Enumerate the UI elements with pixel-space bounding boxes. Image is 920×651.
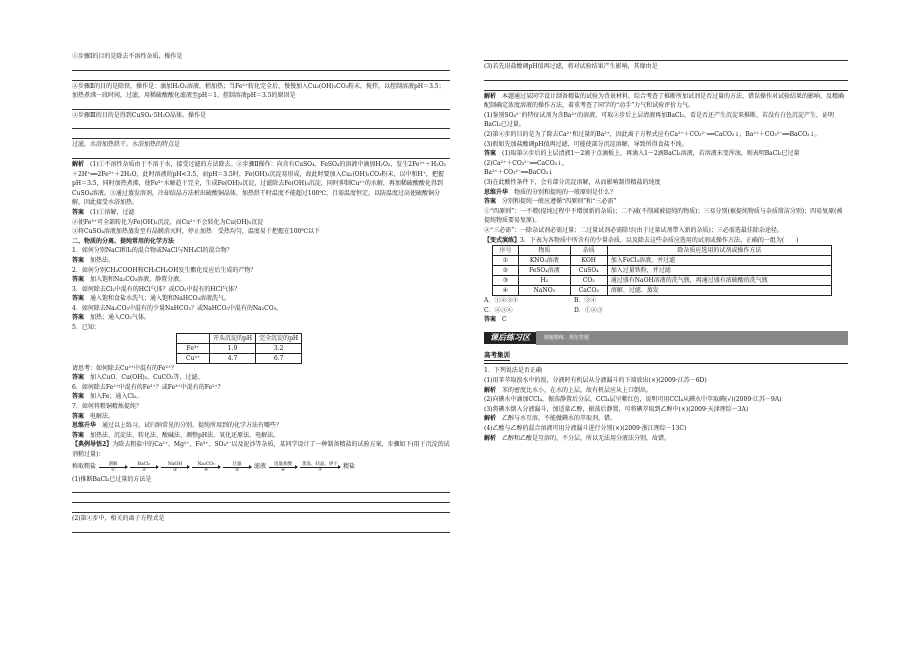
flow-arrow: 适量盐酸 ⑥ — [269, 462, 297, 473]
procedure-flow — [72, 462, 450, 473]
answer-line — [72, 130, 450, 139]
table-cell: Fe³⁺ — [177, 343, 210, 353]
step3-question-cont: 过滤，水浴加热烘干。水浴加热的特点是 — [72, 141, 181, 149]
flow-arrow: 蒸发、结晶、烘干 ⑦ — [302, 461, 339, 473]
table-cell: 1.9 — [210, 343, 256, 353]
answer-4: 答案 加热；通入CO₂气体。 — [72, 314, 150, 322]
analysis-point-1: (1)鉴别SO₄²⁻的特征试剂为含Ba²⁺的溶液，可取②步后上层清液再加BaCl₂，看是否还产生沉淀来推断，若没有白色沉淀产生，证明BaCl₂已过量。 — [484, 111, 834, 129]
table-cell: Cu²⁺ — [177, 353, 210, 363]
answer-line — [72, 72, 450, 81]
step3-question: ③步骤Ⅲ的目的是得到CuSO₄·5H₂O晶体。操作是 — [72, 111, 206, 119]
answer-3: 答案 通入饱和食盐水洗气；通入饱和NaHCO₃溶液洗气。 — [72, 295, 231, 303]
answer-7: 答案 电解法。 — [72, 412, 115, 420]
thinking-prompt: 思维升华 物质的分别和提纯的一般原则是什么？ — [484, 188, 617, 196]
question-1: 1．如何分别NaCl和I₂的混合物或NaCl与NH₄Cl的混合物？ — [72, 247, 233, 255]
flow-arrow: BaCl₂ ② — [130, 462, 158, 473]
table-row: ① KNO₃溶液 KOH 加入FeCl₃溶液，并过滤 — [493, 256, 832, 266]
answer-line — [72, 484, 450, 493]
options-row-1: A．①②③④ B．③④ — [484, 297, 597, 305]
table-header: 物质 — [519, 246, 571, 256]
principle-2: ②“三必需”：一除杂试剂必需过量；二过量试剂必需除尽(由于过量试剂带入新的杂质)；三必需选最佳除杂途径。 — [484, 226, 783, 234]
options-row-2: C．②③④ D．①②③ — [484, 306, 603, 314]
thinking-prompt: 思维升华 通过以上练习，试归纳常见的分别、提纯所用到的化学方法有哪些？ — [72, 422, 283, 430]
table-row: ④ NaNO₃ CaCO₃ 溶解、过滤、蒸发 — [493, 286, 832, 296]
question-4: 4．如何除去Na₂CO₃中混有的少量NaHCO₃？或NaHCO₃中混有的Na₂CO₃。 — [72, 304, 283, 312]
table-header: 序号 — [493, 246, 519, 256]
section-heading: 二、物质的分离、提纯常用的化学方法 — [72, 237, 175, 245]
question-3: 3．如何除去Cl₂中混有的HCl气体？或CO₂中混有的HCl气体？ — [72, 285, 241, 293]
flow-arrow: 过滤 ⑤ — [223, 462, 251, 473]
exam-item-4-analysis: 解析 乙醇和乙酸是互溶的，不分层，所以无法用分液法分别，故错。 — [484, 434, 671, 442]
flow-arrow: NaOH ③ — [161, 462, 189, 473]
table-row: ③ H₂ CO₂ 通过盛有NaOH溶液的洗气瓶，再通过盛有浓硫酸的洗气瓶 — [493, 276, 832, 286]
answer-line — [484, 52, 848, 61]
question-2: 2．如何分别CH₃COOH和CH₃CH₂OH发生酯化反应后生成的产物？ — [72, 266, 257, 274]
example-label: 【典例导悟2】 — [72, 441, 113, 449]
principle-1: ①“四原则”：一不增(提纯过程中不增加新的杂质)；二不减(不削减被提纯的物质)；三易分别(被提纯物质与杂质简洁分别)；四易复原(被提纯物质要易复原)。 — [484, 207, 843, 225]
table-header: 完全沉淀的pH — [256, 333, 302, 343]
exam-question-1: 1．下列说法是否正确 — [484, 367, 542, 375]
analysis-label: 解析 — [72, 160, 85, 168]
exam-item-2: (2)向碘水中滴加CCl₄，振荡静置后分层，CCl₄层呈紫红色，说明可用CCl₄从碘水中萃取碘(√)(2009·江苏－9A) — [484, 396, 782, 404]
question-5-prompt: 请思考：如何除去Cu²⁺中混有的Fe³⁺？ — [72, 364, 177, 372]
answer-line-4: (3)在此酸性条件下，会有部分沉淀溶解，从而影响制得精盐的纯度 — [484, 178, 661, 186]
choice-answer: 答案 C — [484, 316, 507, 324]
answer-line — [72, 504, 450, 513]
answer-line — [72, 150, 450, 159]
exam-item-4: (4)乙酸与乙醇的混合溶液可用分液漏斗进行分别(×)(2009·浙江理综－13C) — [484, 425, 687, 433]
answer-line — [72, 524, 450, 533]
answer-line-2: (2)Ca²⁺＋CO₃²⁻══CaCO₃↓， — [484, 159, 569, 167]
answer-2: 答案 加入饱和Na₂CO₃溶液，静置分液。 — [72, 276, 186, 284]
exam-item-3-analysis: 解析 乙醇与水互溶，不能做碘水的萃取剂，错。 — [484, 415, 617, 423]
table-cell: 4.7 — [210, 353, 256, 363]
analysis-paragraph: 解析 本题通过某同学设计制备精盐的试验为背景材料，综合考查了推断所加试剂是否过量的方法、错误操作对试验结果的影响、及精确配制确定浓度溶液的操作方法，着重考查了同学的“动手”力气和试验评价力气。 — [484, 92, 845, 110]
gaokao-heading-wrap — [484, 347, 848, 365]
question-5: 5．已知： — [72, 324, 100, 332]
table-row — [177, 353, 302, 363]
answer-line — [72, 101, 450, 110]
ph-table — [176, 333, 302, 364]
exam-item-3: (3)将碘水倒入分液漏斗，加适量乙醇，振荡后静置，可将碘萃取到乙醇中(×)(2009·天津理综－3A) — [484, 405, 749, 413]
followup-question-2: (2)第④步中，相关的离子方程式是 — [72, 515, 165, 523]
answer-text: (1)①溶解，过滤 — [90, 208, 135, 216]
answer-5: 答案 加入CuO、Cu(OH)₂、CuCO₃等，过滤。 — [72, 374, 204, 382]
analysis-point-2: (2)第④步的目的是为了除去Ca²⁺和过量的Ba²⁺，因此离子方程式应有Ca²⁺＋CO₃²⁻══CaCO₃↓，Ba²⁺＋CO₃²⁻══BaCO₃↓。 — [484, 130, 821, 138]
followup-question-1: (1)推断BaCl₂已过量的方法是 — [72, 475, 152, 483]
thinking-label: 思维升华 — [72, 422, 97, 430]
flow-end: 精盐 — [343, 463, 356, 471]
answer-line — [484, 72, 848, 81]
banner-title: 课后练习区 — [484, 332, 536, 344]
table-header: 除杂质应选用的试剂或操作方法 — [607, 246, 831, 256]
example-problem: 【典例导悟2】为除去粗盐中的Ca²⁺、Mg²⁺、Fe³⁺、SO₄²⁻以及泥沙等杂质，某同学设计了一种制备精盐的试验方案，步骤如下(用于沉淀的试剂稍过量)： — [72, 441, 450, 458]
answer-line — [484, 82, 848, 91]
answer-line-2: ②使Fe³⁺可全部转化为Fe(OH)₃沉淀，而Cu²⁺不会转化为Cu(OH)₂沉淀 — [72, 218, 264, 226]
answer-6: 答案 加入Fe；通入Cl₂。 — [72, 393, 143, 401]
table-row: ② FeSO₄溶液 CuSO₄ 加入过量铁粉，并过滤 — [493, 266, 832, 276]
step1-question: ①步骤Ⅰ的目的是除去不溶性杂质，操作是 — [72, 53, 183, 60]
impurity-table — [492, 245, 832, 296]
answer-paragraph — [72, 208, 450, 218]
analysis-text: (1)①不溶性杂质由于不溶于水，接受过滤的方法除去。②步骤Ⅱ操作：向含有CuSO₄、FeSO₄的溶液中滴加H₂O₂，发生2Fe²⁺＋H₂O₂＋2H⁺══2Fe³⁺＋2H₂O，此时溶液的pH<3.5，而pH＝3.5时，Fe(OH)₃沉淀易形成，故此时要加入Cu₂(OH)₂CO₃粉末，以中和H⁺，把握pH＝3.5，同时加热煮沸，使Fe³⁺水解趋于完全，生成Fe(OH)₃沉淀，过滤除去Fe(OH)₃沉淀，同时抑制Cu²⁺的水解，再加稀硫酸酸化得到CuSO₄溶液。③通过蒸发溶剂，冷却结晶方法析出硫酸铜晶体，加热烘干时温度不能超过100℃，且需温度恒定，以防温度过高使硫酸铜分解，因此接受水浴加热。 — [72, 160, 447, 207]
answer-line — [72, 62, 450, 71]
followup-question-3: (3)若先用盐酸调pH值再过滤，将对试验结果产生影响，其缘由是 — [484, 63, 658, 70]
table-header: 开头沉淀的pH — [210, 333, 256, 343]
table-row — [177, 333, 302, 343]
table-row — [177, 343, 302, 353]
right-column — [484, 52, 848, 443]
answer-line — [72, 494, 450, 503]
variant-exercise: 【变式演练】3．下表为各物质中所含有的少量杂质，以及除去这些杂质应选用的试剂或操作方法。正确的一组为( ) — [484, 236, 799, 244]
question-6: 6．如何除去Fe²⁺中混有的Fe³⁺？或Fe³⁺中混有的Fe²⁺？ — [72, 383, 224, 391]
answer-line — [72, 120, 450, 129]
flow-filtrate: 滤液 — [254, 463, 267, 471]
flow-start: 称取粗盐 — [72, 463, 97, 471]
analysis-point-3: (3)假如先加盐酸调pH值再过滤，可能使部分沉淀溶解，导致所得食盐不纯。 — [484, 140, 688, 148]
answer-8: 答案 加热法、沉淀法、转化法、酸碱法、调整pH法、氧化还原法、电解法。 — [72, 431, 280, 439]
section-banner — [484, 331, 848, 345]
table-row — [493, 246, 832, 256]
answer-line-3: ③将CuSO₄溶液加热蒸发至有晶膜消灭时，停止加热 受热均匀，温度易于把握在100℃以下 — [72, 228, 321, 236]
analysis-paragraph — [72, 160, 450, 208]
left-column — [72, 52, 450, 534]
answer-line-3: Ba²⁺＋CO₃²⁻══BaCO₃↓ — [484, 169, 554, 177]
table-cell: 6.7 — [256, 353, 302, 363]
step2-question: ②步骤Ⅱ的目的是除铁，操作是：滴加H₂O₂溶液，稍加热；当Fe²⁺转化完全后，慢慢加入Cu₂(OH)₂CO₃粉末，搅拌，以控制溶液pH＝3.5；加热煮沸一段时间，过滤，用稀硫酸酸化滤液至pH＝1。控制溶液pH＝3.5的原因是 — [72, 82, 445, 100]
thinking-answer: 答案 分别和提纯一般应遵循“四原则”和“三必需” — [484, 198, 617, 206]
flow-arrow: 溶解 ① — [99, 462, 127, 473]
answer-paragraph: 答案 (1)取第②步后的上层清液1～2滴于点滴板上，再滴入1～2滴BaCl₂溶液，若溶液未变浑浊，则表明BaCl₂已过量 — [484, 150, 800, 158]
question-7: 7．如何将粗铜精炼提纯？ — [72, 403, 142, 411]
answer-label: 答案 — [72, 208, 85, 216]
exam-item-1: (1)用苯萃取溴水中的溴，分液时有机层从分液漏斗的下端放出(×)(2009·江苏－6D) — [484, 377, 707, 385]
banner-subtitle: 精题精练 规范答题 — [536, 331, 848, 345]
flow-arrow: Na₂CO₃ ④ — [192, 462, 220, 473]
gaokao-heading: 高考集训 — [484, 351, 510, 362]
answer-1: 答案 加热法。 — [72, 256, 115, 264]
table-cell: 3.2 — [256, 343, 302, 353]
exam-item-1-analysis: 解析 苯的密度比水小，在水的上层，故有机层应从上口倒出。 — [484, 386, 653, 394]
table-header: 杂质 — [570, 246, 607, 256]
